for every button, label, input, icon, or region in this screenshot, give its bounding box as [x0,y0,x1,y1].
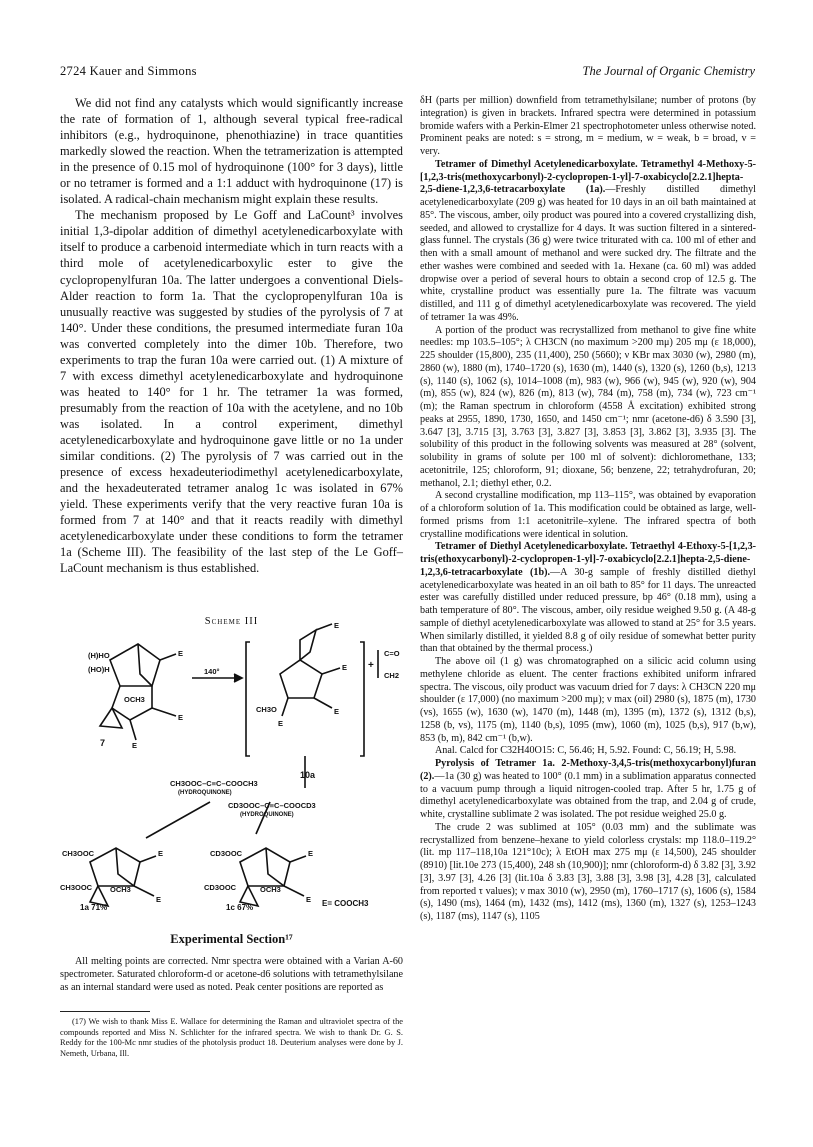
label-reagent-1: CH3OOC–C≡C–COOCH3 [170,779,258,788]
label-product-1a: 1a 71% [80,903,108,912]
label-e-3: E [132,741,138,750]
label-e-2: E [178,713,184,722]
label-reagent-1-sub: (HYDROQUINONE) [178,790,232,796]
label-arrow-140: 140° [204,667,220,676]
nmr-conventions-paragraph: δH (parts per million) downfield from tetramethylsilane; number of protons (by integration) is given in brackets. Infrared spectra were determined in potassium bromide wafers with a Perkin-Elmer 21 spectrophotometer unless otherwise noted. Prominent peaks are noted: s = strong, m = medium, w = weak, b = broad, v = very. [420,95,756,157]
furan-10a-cyclopropene [300,630,316,660]
furan-10a-ring [280,660,322,698]
tetramer-diethyl-paragraph [420,541,756,656]
product-1a-ring [90,848,140,886]
experimental-section-title: Experimental Section¹⁷ [170,932,293,946]
label-hho: (H)HO [88,651,110,660]
tetramer-dimethyl-paragraph [420,159,756,325]
label-compound-7: 7 [100,738,106,748]
label-e-legend: E= COOCH3 [322,899,369,908]
compound-7-bridge [138,644,152,686]
compound-7-cyclopropene [100,708,122,728]
right-column-text [420,95,756,924]
label-e-5: E [334,707,340,716]
pyrolysis-heading: Pyrolysis of Tetramer 1a. 2-Methoxy-3,4,5-tris(methoxycarbonyl)furan (2). [420,758,756,782]
compound-7-ring [110,644,160,686]
analysis-paragraph: Anal. Calcd for C32H40O15: C, 56.46; H, 5.92. Found: C, 56.19; H, 5.98. [435,745,737,757]
tetramer-dimethyl-heading: Tetramer of Dimethyl Acetylenedicarboxylate. Tetramethyl 4-Methoxy-5-[1,2,3-tris(methoxycarbonyl)-2-cyclopropen-1-yl]-7-oxabicyclo[2.2.1]hepta-2,5-diene-1,2,3,6-tetracarboxylate (1a). [420,158,756,196]
scheme-iii [60,616,403,912]
product-1c-ring [240,848,290,886]
label-e-4: E [342,663,348,672]
sublimation-paragraph: The crude 2 was sublimed at 105° (0.03 mm) and the sublimate was recrystallized from benzene–hexane to yield colorless crystals: mp 118.0–119.2° (lit. mp 117–118,10a 121°10c); λ EtOH max 275 mμ (ε 14,500), 245 shoulder (8910) [lit.10e 273 (15,400), 248 sh (10,900)]; nmr (chloroform-d) δ 3.82 [3], 3.92 [3], 3.97 [3], 4.26 [3] (lit.10a δ 3.83 [3], 3.88 [3], 3.98 [3], 4.28 [3], calculated from reported τ values); ν max 3010 (w), 2950 (m), 1760–1717 (s), 1606 (s), 1584 (s), 1490 (ms), 1464 (m), 1432 (ms), 1412 (ms), 1360 (m), 1327 (s), 1253–1243 (s), 1187 (ms), 1147 (s), 1105 [420,821,756,922]
label-e-7: E [334,621,340,630]
label-formald-h: CH2 [384,671,400,680]
label-reagent-2-sub: (HYDROQUINONE) [240,812,294,818]
footnote-text: (17) We wish to thank Miss E. Wallace for determining the Raman and ultraviolet spectra of the compounds reported and Miss N. Schlichter for the infrared spectra. We wish to thank Dr. G. S. Reddy for the 100-Mc nmr studies of the photolysis product 18. Deuterium analyses were done by J. Nemeth, Urbana, Ill. [60,1017,403,1058]
chromatography-paragraph: The above oil (1 g) was chromatographed on a silicic acid column using methylene chloride as eluent. The center fractions exhibited uniform infrared spectra. The viscous, oily product was vacuum dried for 7 days: λ CH3CN 220 mμ shoulder (ε 17,000) (no maximum >200 mμ); ν max (oil) 2980 (s), 1875 (m), 1730 (vs), 1655 (w), 1630 (w), 1470 (m), 1448 (m), 1395 (m), 1372 (s), 1312 (b,s), 1258 (b, vs), 1175 (m), 1140 (b,s), 1095 (mw), 1060 (m), 1025 (b,s), 917 (b,w), 853 (b, m), 842 cm⁻¹ (b,w). [420,656,756,744]
left-column-text [60,95,403,576]
label-formald-c: C=O [384,649,400,658]
label-cd3ooc-2: CD3OOC [204,883,237,892]
tetramer-diethyl-heading: Tetramer of Diethyl Acetylenedicarboxylate. Tetraethyl 4-Ethoxy-5-[1,2,3-tris(ethoxycarbonyl)-2-cyclopropen-1-yl]-7-oxabicyclo[2.2.1]hepta-2,5-diene-1,2,3,6-tetracarboxylate (1b). [420,541,756,578]
pyrolysis-paragraph [420,758,756,822]
label-e-1: E [178,649,184,658]
tetramer-diethyl-body: —A 30-g sample of freshly distilled diethyl acetylenedicarboxylate was heated in an oil bath to 85° for 11 days. The unreacted ester was carefully distilled under reduced pressure, bp 46° (0.18 mm), using a bath temperature of 80°. The viscous, amber, oily residue weighed 9.50 g. (A 48-g sample of diethyl acetylenedicarboxylate was allowed to stand at 25° for 3.5 years. When similarly distilled, it yielded 8.8 g of oily residue of somewhat better purity than that obtained by the thermal process.) [420,566,756,655]
reaction-arrow-3 [146,802,210,838]
label-och3-1c: OCH3 [260,885,281,894]
label-e-9: E [156,895,162,904]
label-e-8: E [158,849,164,858]
experimental-intro [60,956,403,994]
label-ch3ooc: CH3OOC [62,849,95,858]
label-reagent-2: CD3OOC–C≡C–COOCD3 [228,801,316,810]
recrystallization-paragraph: A portion of the product was recrystallized from methanol to give fine white needles: mp 103.5–105°; λ CH3CN (no maximum >200 mμ) 205 mμ (ε 18,000), 225 shoulder (15,800), 235 (11,400), 250 (5660); ν KBr max 3030 (w), 2980 (m), 2860 (w), 1880 (m), 1740–1720 (s), 1630 (m), 1440 (s), 1320 (s), 1260 (b,s), 1213 (s), 1140 (s), 1062 (s), 1014–1008 (m), 983 (w), 966 (w), 945 (w), 920 (w), 904 (m), 855 (w), 824 (w), 826 (m), 813 (w), 784 (m), 758 (m), 734 (w), 723 cm⁻¹ (m); the Raman spectrum in chloroform (4558 Å excitation) exhibited strong peaks at 2955, 1890, 1730, 1650, and 1450 cm⁻¹; nmr (acetone-d6) δ 3.590 [3], 3.647 [3], 3.715 [3], 3.763 [3], 3.827 [3], 3.853 [3], 3.862 [3], 3.935 [3]. The solubility of this product in the following solvents was measured at 28° (solvent, solubility in grams of solute per 100 ml of solvent): dichloromethane, 133; acetonitrile, 125; chloroform, 91; dioxane, 56; benzene, 22; tetrahydrofuran, 20; methanol, 2.1; diethyl ether, 0.2. [420,324,756,489]
running-header-left: 2724 Kauer and Simmons [60,64,197,78]
label-e-6: E [278,719,284,728]
experimental-intro-paragraph: All melting points are corrected. Nmr spectra were obtained with a Varian A-60 spectrometer. Saturated chloroform-d or acetone-d6 solutions with tetramethylsilane as an internal standard were used as noted. Peak center positions are reported as [60,956,403,993]
label-product-1c: 1c 67% [226,903,254,912]
label-ch3o: CH3O [256,705,277,714]
label-e-11: E [306,895,312,904]
label-och3: OCH3 [124,695,145,704]
scheme-diagram [60,616,403,912]
scheme-title: Scheme III [204,616,259,627]
label-och3-1a: OCH3 [110,885,131,894]
paragraph-catalysts: We did not find any catalysts which would significantly increase the rate of formation of 1, although several typical free-radical inhibitors (e.g., hydroquinone, phenothiazine) in trace quantities markedly slowed the reaction. When the tetramerization is attempted in the presence of 0.15 mol of hydroquinone (100° for 3 days), little or no tetramer is formed and a 1:1 adduct with hydroquinone (17) is isolated. A radical-chain mechanism might explain these results. [60,96,403,207]
footnote-17 [60,1017,403,1059]
tetramer-dimethyl-body: —Freshly distilled dimethyl acetylenedicarboxylate (209 g) was heated for 10 days in an oil bath maintained at 85°. The viscous, amber, oily product was poured into a covered crystallizing dish, seeded, and allowed to crystallize for 4 days. It was suction filtered in a sintered-glass funnel. The crystals (36 g) were twice triturated with ca. 100 ml of ether and then with a small amount of methanol and were sucked dry. The filtrate and the ether washes were combined and seeded with 1a. Hexane (ca. 60 ml) was added dropwise over a period of several hours to obtain a second crop of 12.5 g. The white, crystalline product was essentially pure 1a. The filtrate was vacuum distilled, and 111 g of dimethyl acetylenedicarboxylate was recovered. The yield of tetramer 1a was 49%. [420,184,756,323]
label-cd3ooc: CD3OOC [210,849,243,858]
running-header-right: The Journal of Organic Chemistry [582,64,755,78]
paragraph-mechanism: The mechanism proposed by Le Goff and LaCount³ involves initial 1,3-dipolar addition of dimethyl acetylenedicarboxylate with itself to produce a carbenoid intermediate which in turn reacts with a third mole of acetylenedicarboxylic ester to give the cyclopropenylfuran 10a. The latter undergoes a conventional Diels-Alder reaction to form 1a. That the cyclopropenylfuran 10a is unusually reactive was suggested by studies of the pyrolysis of 7 at 140°. Under these conditions, the presumed intermediate furan 10a was converted completely into the dimer 10b. Therefore, two experiments to trap the furan 10a were carried out. (1) A mixture of 7 with excess dimethyl acetylenedicarboxylate and hydroquinone was heated to 140° for 1 hr. The tetramer 1a was formed, presumably from the reaction of 10a with the acetylene, and no 10b was isolated. In a control experiment, dimethyl acetylenedicarboxylate and hydroquinone gave little or no 1a under similar conditions. (2) The pyrolysis of 7 was carried out in the presence of excess hexadeuteriodimethyl acetylenedicarboxylate, and the hexadeuterated tetramer analog 1c was isolated in 67% yield. These experiments verify that the very reactive furan 10a is formed from 7 at 140° and that it reacts readily with dimethyl acetylenedicarboxylate under these conditions to form the tetramer 1a (Scheme III). The feasibility of the last step of the Le Goff–LaCount mechanism is thus established. [60,208,403,576]
label-ch3ooc-2: CH3OOC [60,883,93,892]
label-e-10: E [308,849,314,858]
second-modification-paragraph: A second crystalline modification, mp 113–115°, was obtained by evaporation of a chloroform solution of 1a. This modification could be obtained as large, well-formed prisms from 1:1 acetonitrile–xylene. The infrared spectra of both crystalline modifications were identical in solution. [420,490,756,540]
label-plus: + [368,660,374,671]
label-compound-10a: 10a [300,770,316,780]
label-hoh: (HO)H [88,665,110,674]
footnote-rule [60,1011,150,1012]
pyrolysis-body: —1a (30 g) was heated to 100° (0.1 mm) in a sublimation apparatus connected to a vacuum pump through a liquid nitrogen-cooled trap. After 5 hr, 1.75 g of dimethyl acetylenedicarboxylate was obtained from the trap, and 2.04 g of crude, white, crystalline sublimate 2 was isolated. The pot residue weighed 25.0 g. [420,770,756,820]
